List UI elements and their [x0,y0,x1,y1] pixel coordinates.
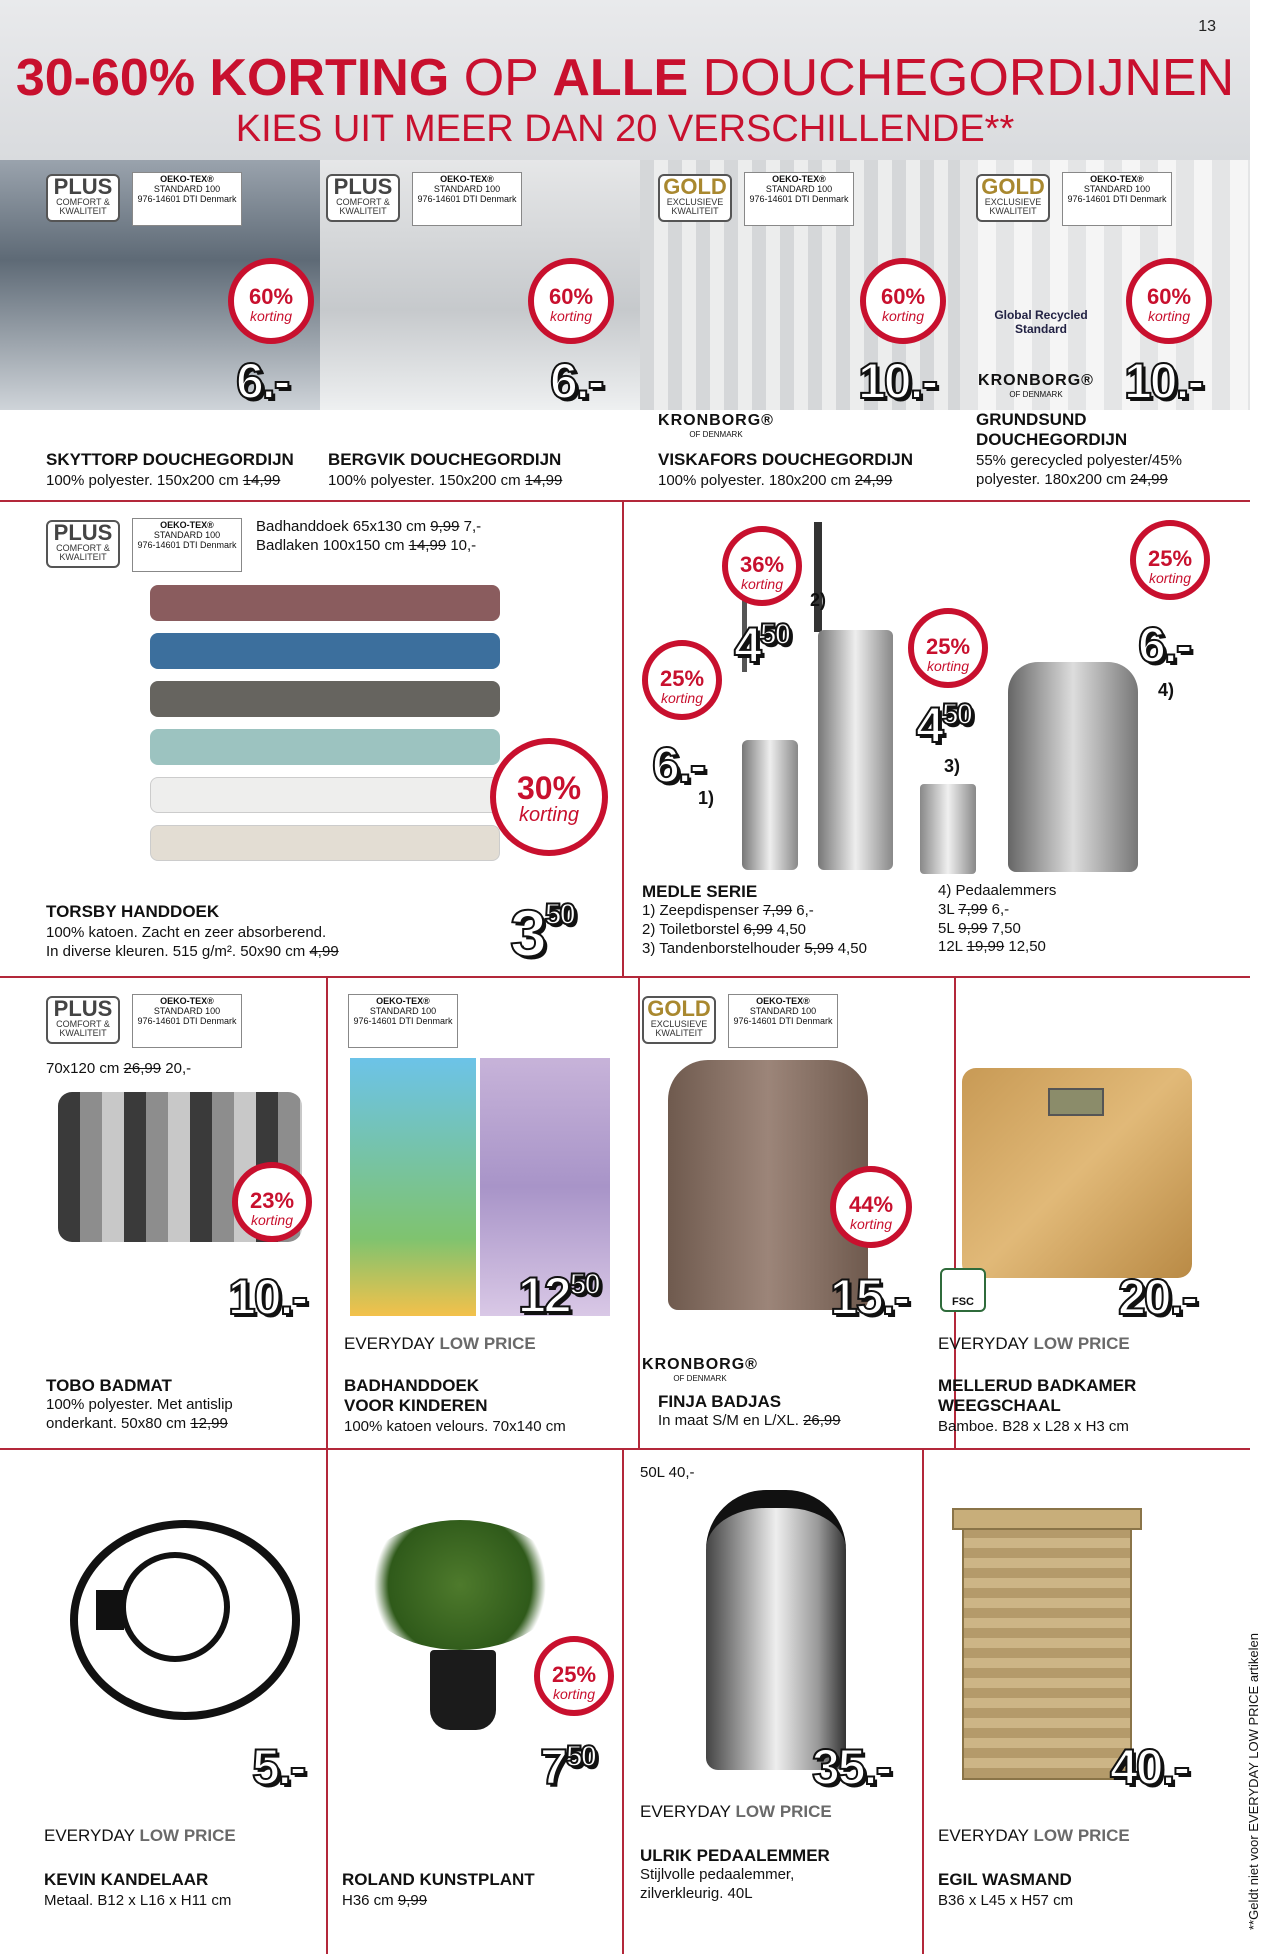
kronborg-logo: KRONBORG® OF DENMARK [642,1356,758,1383]
item-tag: 3) [944,756,961,776]
oeko-tex-label: OEKO-TEX® STANDARD 100 976-14601 DTI Denmark [728,994,838,1048]
price: $7^{50}$ [540,1739,596,1795]
divider [326,1448,328,1954]
oeko-tex-label: OEKO-TEX® STANDARD 100 976-14601 DTI Denmark [1062,172,1172,226]
item-tag: 4) [1158,680,1175,700]
product-desc: H36 cm 9,99 [342,1892,428,1909]
ulrik-50l-price: 50L 40,- [640,1464,695,1481]
plus-label: PLUS COMFORT & KWALITEIT [326,174,400,222]
everyday-low-price-logo: EVERYDAY LOW PRICE [640,1802,832,1821]
price: $4^{50}$ [916,697,972,753]
product-title: TOBO BADMAT [46,1376,172,1395]
discount-badge: 60% korting [228,258,314,344]
product-desc: Stijlvolle pedaalemmer, zilverkleurig. 40L [640,1866,795,1902]
discount-badge: 36% korting [722,526,802,606]
discount-badge: 23% korting [232,1162,312,1242]
item-tag: 1) [698,788,715,808]
oeko-tex-label: OEKO-TEX® STANDARD 100 976-14601 DTI Denmark [744,172,854,226]
toilet-brush-image [814,522,822,632]
product-desc: 100% polyester. 150x200 cm 14,99 [328,472,563,489]
soap-dispenser-image [742,740,798,870]
kronborg-logo: KRONBORG® OF DENMARK [658,412,774,439]
price: $12^{50}$ [518,1267,599,1323]
product-desc: B36 x L45 x H57 cm [938,1892,1074,1909]
discount-badge: 60% korting [528,258,614,344]
tobo-size: 70x120 cm 26,99 20,- [46,1060,192,1077]
product-desc: 100% katoen. Zacht en zeer absorberend. In diverse kleuren. 515 g/m². 50x90 cm 4,99 [46,924,339,960]
product-desc: 100% polyester. 180x200 cm 24,99 [658,472,893,489]
price: 5.- [252,1739,305,1795]
artificial-plant-image [360,1520,560,1650]
gold-label: GOLD EXCLUSIEVE KWALITEIT [642,996,716,1044]
product-title: ROLAND KUNSTPLANT [342,1870,535,1889]
product-desc: In maat S/M en L/XL. 26,99 [658,1412,841,1429]
price: 10.- [858,353,937,409]
product-desc: 1) Zeepdispenser 7,99 6,- 2) Toiletborstel 6,99 4,50 3) Tandenborstelhouder 5,99 4,50 [642,902,867,957]
footnote: **Geldt niet voor EVERYDAY LOW PRICE artikelen [1246,1633,1261,1930]
product-title: FINJA BADJAS [658,1392,782,1411]
divider [622,500,624,976]
product-title: ULRIK PEDAALEMMER [640,1846,830,1865]
pedal-bin-prices: 4) Pedaalemmers 3L 7,99 6,- 5L 9,99 7,50 12L 19,99 12,50 [938,882,1057,956]
product-title: SKYTTORP DOUCHEGORDIJN [46,450,294,469]
price: 6.- [652,737,705,793]
product-title: MELLERUD BADKAMER WEEGSCHAAL [938,1376,1137,1416]
gold-label: GOLD EXCLUSIEVE KWALITEIT [976,174,1050,222]
discount-badge: 25% korting [642,640,722,720]
product-title: VISKAFORS DOUCHEGORDIJN [658,450,914,469]
oeko-tex-label: OEKO-TEX® STANDARD 100 976-14601 DTI Denmark [412,172,522,226]
peppa-towel-image [350,1058,476,1316]
product-title: TORSBY HANDDOEK [46,902,220,921]
price: 6.- [1138,617,1191,673]
price: 20.- [1118,1269,1197,1325]
product-title: BERGVIK DOUCHEGORDIJN [328,450,562,469]
oeko-tex-label: OEKO-TEX® STANDARD 100 976-14601 DTI Denmark [132,518,242,572]
item-tag: 2) [810,590,827,610]
gold-label: GOLD EXCLUSIEVE KWALITEIT [658,174,732,222]
everyday-low-price-logo: EVERYDAY LOW PRICE [938,1826,1130,1845]
pedal-bin-image [706,1490,846,1770]
product-title: KEVIN KANDELAAR [44,1870,209,1889]
product-desc: Metaal. B12 x L16 x H11 cm [44,1892,232,1909]
discount-badge: 60% korting [860,258,946,344]
candle-cup [96,1590,124,1630]
price: 35.- [812,1739,891,1795]
oeko-tex-label: OEKO-TEX® STANDARD 100 976-14601 DTI Denmark [348,994,458,1048]
discount-badge: 30% korting [490,738,608,856]
product-desc: 100% katoen velours. 70x140 cm [344,1418,566,1435]
price: 40.- [1110,1739,1189,1795]
discount-badge: 25% korting [534,1636,614,1716]
subheadline: KIES UIT MEER DAN 20 VERSCHILLENDE** [235,108,1015,150]
discount-badge: 44% korting [830,1166,912,1248]
towel-stack-image [150,585,500,885]
product-title: MEDLE SERIE [642,882,758,901]
plant-pot [430,1650,496,1730]
everyday-low-price-logo: EVERYDAY LOW PRICE [938,1334,1130,1353]
price: $3^{50}$ [510,896,575,970]
divider [0,976,1250,978]
torsby-options: Badhanddoek 65x130 cm 9,99 7,- Badlaken 100x150 cm 14,99 10,- [256,518,482,554]
candle-holder-ring [120,1552,230,1662]
laundry-basket-image [962,1520,1132,1780]
discount-badge: 60% korting [1126,258,1212,344]
plus-label: PLUS COMFORT & KWALITEIT [46,174,120,222]
price: $4^{50}$ [734,617,790,673]
kronborg-logo: KRONBORG® OF DENMARK [978,372,1094,399]
oeko-tex-label: OEKO-TEX® STANDARD 100 976-14601 DTI Denmark [132,172,242,226]
discount-badge: 25% korting [908,608,988,688]
price: 10.- [1124,353,1203,409]
price: 10.- [228,1269,307,1325]
divider [622,1448,624,1954]
oeko-tex-label: OEKO-TEX® STANDARD 100 976-14601 DTI Denmark [132,994,242,1048]
plus-label: PLUS COMFORT & KWALITEIT [46,520,120,568]
divider [0,500,1250,502]
scale-display [1048,1088,1104,1116]
divider [922,1448,924,1954]
grs-logo: Global Recycled Standard [994,308,1088,336]
headline: 30-60% KORTING OP ALLE DOUCHEGORDIJNEN [15,49,1235,107]
divider [326,976,328,1448]
fsc-logo: FSC [940,1268,986,1312]
pedal-bin-image [1008,662,1138,872]
product-desc: 100% polyester. Met antislip onderkant. 50x80 cm 12,99 [46,1396,233,1432]
price: 6.- [550,353,603,409]
product-title: GRUNDSUND DOUCHEGORDIJN [976,410,1128,450]
price: 6.- [236,353,289,409]
product-desc: Bamboe. B28 x L28 x H3 cm [938,1418,1129,1435]
toothbrush-holder-image [920,784,976,874]
discount-badge: 25% korting [1130,520,1210,600]
plus-label: PLUS COMFORT & KWALITEIT [46,996,120,1044]
basket-lid [952,1508,1142,1530]
divider [0,1448,1250,1450]
page-number: 13 [1198,18,1216,35]
everyday-low-price-logo: EVERYDAY LOW PRICE [44,1826,236,1845]
price: 15.- [830,1269,909,1325]
product-title: BADHANDDOEK VOOR KINDEREN [344,1376,488,1416]
toilet-brush-holder-image [818,630,893,870]
product-desc: 100% polyester. 150x200 cm 14,99 [46,472,281,489]
product-title: EGIL WASMAND [938,1870,1072,1889]
product-desc: 55% gerecycled polyester/45% polyester. 180x200 cm 24,99 [976,452,1182,488]
everyday-low-price-logo: EVERYDAY LOW PRICE [344,1334,536,1353]
